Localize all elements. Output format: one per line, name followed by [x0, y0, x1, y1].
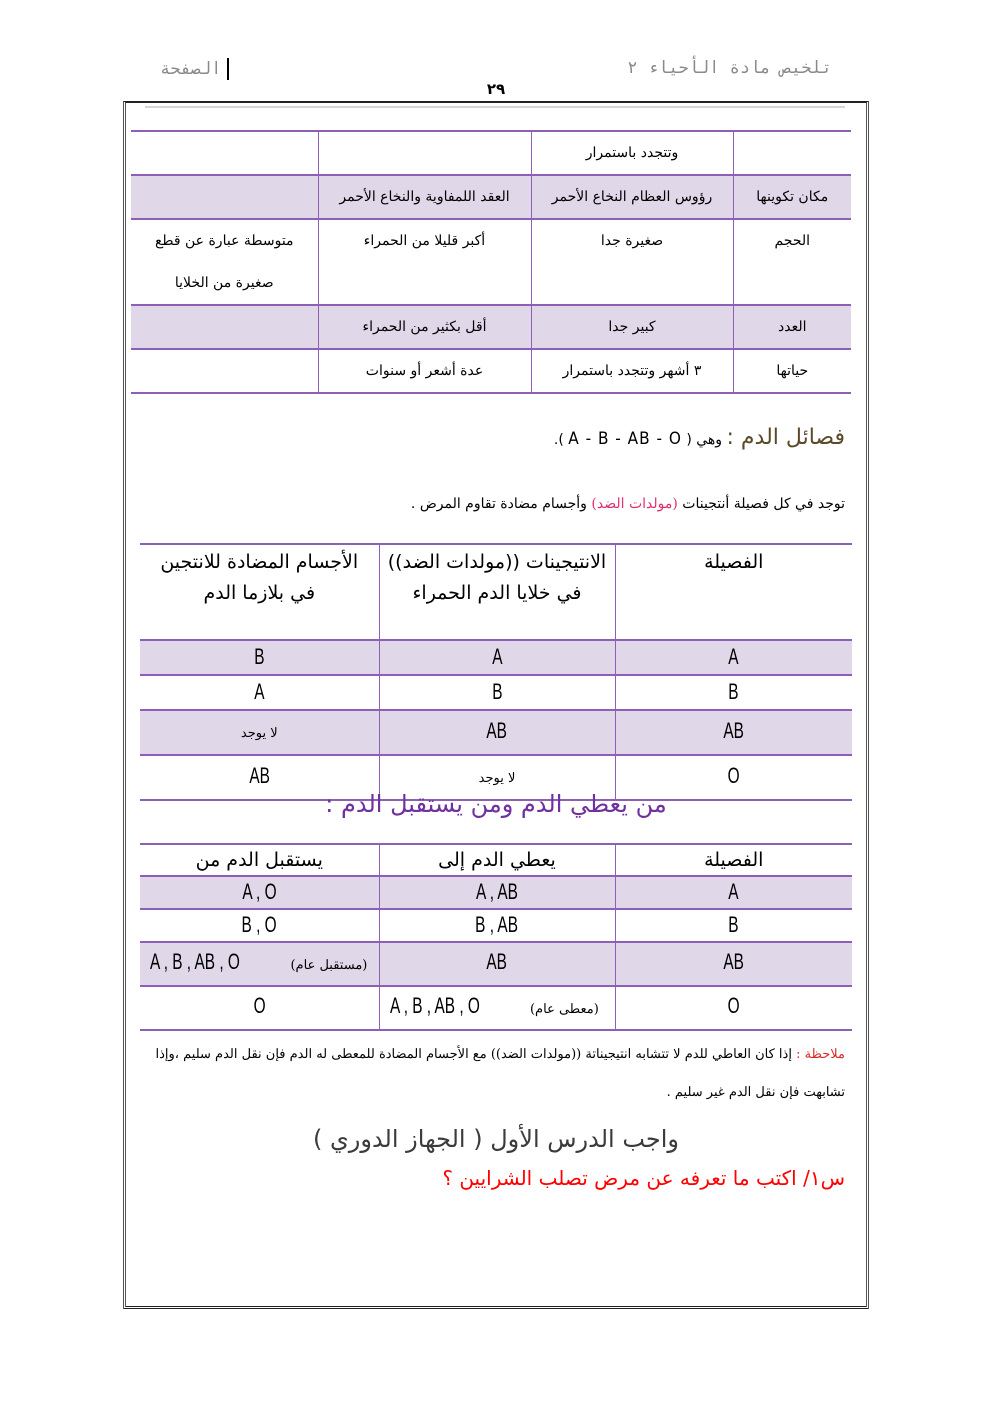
white-cells-cell: أقل بكثير من الحمراء	[318, 305, 531, 349]
blood-groups-list: A - B - AB - O	[568, 429, 682, 449]
white-cells-cell: العقد اللمفاوية والنخاع الأحمر	[318, 175, 531, 219]
universal-donor-note: (معطى عام)	[529, 1002, 599, 1017]
table-row	[140, 942, 852, 986]
red-cells-cell: وتتجدد باستمرار	[531, 131, 733, 175]
antibody-cell: B	[254, 644, 265, 669]
intro-start: توجد في كل فصيلة أنتجينات	[682, 496, 845, 512]
red-cells-cell: رؤوس العظام النخاع الأحمر	[531, 175, 733, 219]
homework-question: س١/ اكتب ما تعرفه عن مرض تصلب الشرايين ؟	[442, 1166, 845, 1190]
group-cell: B	[728, 912, 739, 937]
transfusion-table	[140, 843, 852, 1031]
antigen-cell: AB	[486, 718, 508, 743]
antigen-cell: B	[491, 679, 503, 704]
header-gives: يعطي الدم إلى	[379, 844, 615, 876]
row-label	[733, 131, 851, 175]
table-header-row	[140, 544, 852, 640]
intro-highlight: (مولدات الضد)	[591, 496, 678, 512]
note-paragraph	[145, 1036, 845, 1112]
transfusion-title: من يعطي الدم ومن يستقبل الدم :	[325, 790, 667, 818]
antigen-cell: لا يوجد	[478, 771, 516, 786]
page-label	[160, 58, 229, 80]
header-antibodies: الأجسام المضادة للانتجين في بلازما الدم	[140, 544, 379, 640]
table-row	[131, 175, 851, 219]
red-cells-cell: ٣ أشهر وتتجدد باستمرار	[531, 349, 733, 393]
page-number: ٢٩	[486, 80, 506, 98]
antibody-cell: لا يوجد	[240, 726, 278, 741]
row-label: حياتها	[733, 349, 851, 393]
page-label-text: الصفحة	[160, 59, 222, 79]
note-label: ملاحظة :	[796, 1047, 845, 1062]
white-cells-cell	[318, 131, 531, 175]
platelets-cell	[131, 131, 318, 175]
platelets-cell: متوسطة عبارة عن قطع صغيرة من الخلايا	[131, 219, 318, 305]
row-label: العدد	[733, 305, 851, 349]
white-cells-cell: عدة أشعر أو سنوات	[318, 349, 531, 393]
group-cell: AB	[723, 718, 745, 743]
row-label: مكان تكوينها	[733, 175, 851, 219]
group-cell: B	[728, 679, 739, 704]
table-row	[140, 909, 852, 942]
gives-cell: A , AB	[476, 879, 518, 904]
table-row	[140, 876, 852, 909]
homework-title: واجب الدرس الأول ( الجهاز الدوري )	[313, 1125, 679, 1153]
blood-groups-heading	[554, 425, 845, 450]
blood-groups-close: ).	[553, 432, 564, 448]
group-cell: O	[727, 763, 740, 788]
table-row	[131, 219, 851, 305]
blood-groups-intro: وهي (	[686, 432, 723, 448]
table-row	[140, 640, 852, 675]
table-row	[131, 305, 851, 349]
group-cell: A	[728, 879, 739, 904]
table-row	[140, 675, 852, 710]
receives-cell: B , O	[241, 912, 277, 937]
white-cells-cell: أكبر قليلا من الحمراء	[318, 219, 531, 305]
row-label: الحجم	[733, 219, 851, 305]
note-text: إذا كان العاطي للدم لا تتشابه انتيجيناتة ((مولدات الضد)) مع الأجسام المضادة للمعطى له الدم فإن نقل الدم سليم ،وإذا تشابهت فإن نقل الدم غير سليم .	[155, 1047, 845, 1100]
gives-cell: A , B , AB , O	[389, 993, 480, 1018]
table-row	[140, 710, 852, 755]
gives-cell: B , AB	[475, 912, 519, 937]
gives-cell: AB	[486, 949, 508, 974]
header-group: الفصيلة	[615, 544, 852, 640]
antigen-intro	[411, 496, 845, 512]
blood-cells-table	[131, 130, 851, 394]
platelets-cell	[131, 349, 318, 393]
group-cell: AB	[723, 949, 745, 974]
header-receives: يستقبل الدم من	[140, 844, 379, 876]
table-row	[131, 131, 851, 175]
header-divider	[227, 58, 229, 80]
red-cells-cell: كبير جدا	[531, 305, 733, 349]
table-header-row	[140, 844, 852, 876]
header-antigens: الانتيجينات ((مولدات الضد)) في خلايا الدم الحمراء	[379, 544, 615, 640]
platelets-cell	[131, 175, 318, 219]
table-row	[140, 986, 852, 1030]
universal-recipient-note: (مستقبل عام)	[290, 958, 368, 973]
platelets-cell	[131, 305, 318, 349]
group-cell: O	[727, 993, 740, 1018]
frame-top-rule	[145, 106, 845, 108]
antibody-cell: A	[254, 679, 265, 704]
receives-cell: A , O	[242, 879, 277, 904]
table-row	[131, 349, 851, 393]
header-group: الفصيلة	[615, 844, 852, 876]
red-cells-cell: صغيرة جدا	[531, 219, 733, 305]
receives-cell: O	[253, 993, 266, 1018]
intro-end: وأجسام مضادة تقاوم المرض .	[410, 496, 587, 512]
antigen-table	[140, 543, 852, 801]
blood-groups-title: فصائل الدم :	[726, 425, 845, 450]
receives-cell: A , B , AB , O	[150, 949, 240, 974]
group-cell: A	[728, 644, 739, 669]
antibody-cell: AB	[248, 763, 270, 788]
antigen-cell: A	[491, 644, 503, 669]
document-title: تلخيص مادة الأحياء ٢	[627, 58, 832, 78]
